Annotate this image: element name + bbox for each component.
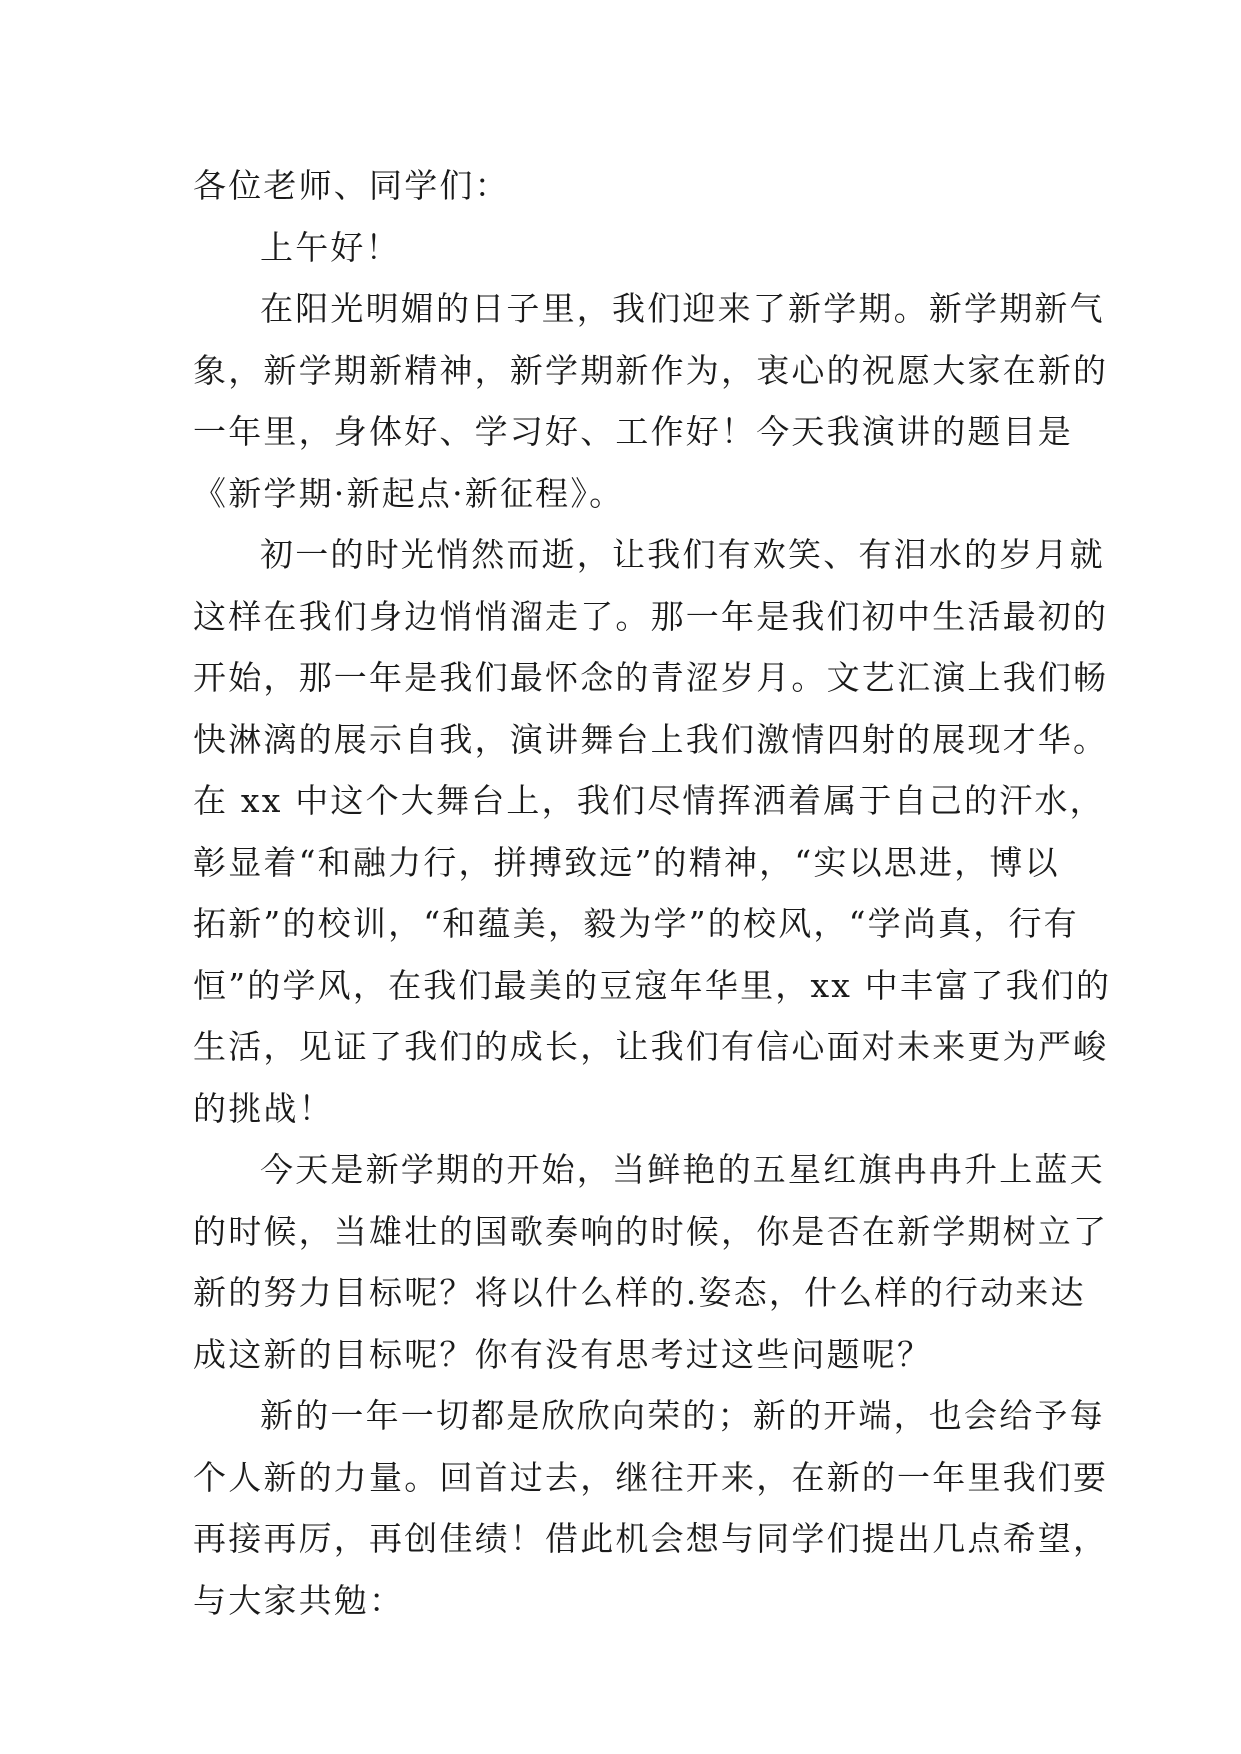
speech-body <box>193 155 1112 1631</box>
paragraph-line: 再接再厉，再创佳绩！借此机会想与同学们提出几点希望， <box>193 1519 1109 1558</box>
greeting: 上午好！ <box>260 227 401 267</box>
paragraph-line: 新的努力目标呢？将以什么样的.姿态，什么样的行动来达 <box>193 1273 1086 1312</box>
paragraph-line: 在 xx 中这个大舞台上，我们尽情挥洒着属于自己的汗水， <box>193 781 1105 820</box>
paragraph-line: 彰显着“和融力行，拼搏致远”的精神，“实以思进，博以 <box>193 842 1060 882</box>
paragraph-4 <box>193 1385 1109 1631</box>
paragraph-line: 这样在我们身边悄悄溜走了。那一年是我们初中生活最初的 <box>193 596 1109 636</box>
paragraph-2 <box>193 524 1112 1139</box>
paragraph-line: 恒”的学风，在我们最美的豆寇年华里，xx 中丰富了我们的 <box>193 965 1112 1005</box>
paragraph-line: 个人新的力量。回首过去，继往开来，在新的一年里我们要 <box>193 1457 1109 1497</box>
paragraph-line: 今天是新学期的开始，当鲜艳的五星红旗冉冉升上蓝天 <box>260 1150 1105 1189</box>
paragraph-line: 快淋漓的展示自我，演讲舞台上我们激情四射的展现才华。 <box>193 719 1109 759</box>
paragraph-line: 生活，见证了我们的成长，让我们有信心面对未来更为严峻 <box>193 1027 1109 1066</box>
paragraph-line: 开始，那一年是我们最怀念的青涩岁月。文艺汇演上我们畅 <box>193 658 1109 697</box>
paragraph-line: 拓新”的校训，“和蕴美，毅为学”的校风，“学尚真，行有 <box>193 904 1079 943</box>
paragraph-line: 成这新的目标呢？你有没有思考过这些问题呢？ <box>193 1334 933 1374</box>
paragraph-line: 的挑战！ <box>193 1088 334 1128</box>
paragraph-line: 的时候，当雄壮的国歌奏响的时候，你是否在新学期树立了 <box>193 1211 1109 1251</box>
salutation: 各位老师、同学们： <box>193 166 510 205</box>
paragraph-3 <box>193 1139 1109 1385</box>
paragraph-line: 《新学期·新起点·新征程》。 <box>193 473 625 513</box>
paragraph-line: 初一的时光悄然而逝，让我们有欢笑、有泪水的岁月就 <box>260 535 1105 574</box>
paragraph-line: 新的一年一切都是欣欣向荣的；新的开端，也会给予每 <box>260 1396 1105 1435</box>
paragraph-1 <box>193 278 1109 524</box>
paragraph-line: 与大家共勉： <box>193 1580 405 1620</box>
paragraph-line: 象，新学期新精神，新学期新作为，衷心的祝愿大家在新的 <box>193 350 1109 390</box>
paragraph-line: 在阳光明媚的日子里，我们迎来了新学期。新学期新气 <box>260 289 1105 328</box>
paragraph-line: 一年里，身体好、学习好、工作好！今天我演讲的题目是 <box>193 412 1073 451</box>
